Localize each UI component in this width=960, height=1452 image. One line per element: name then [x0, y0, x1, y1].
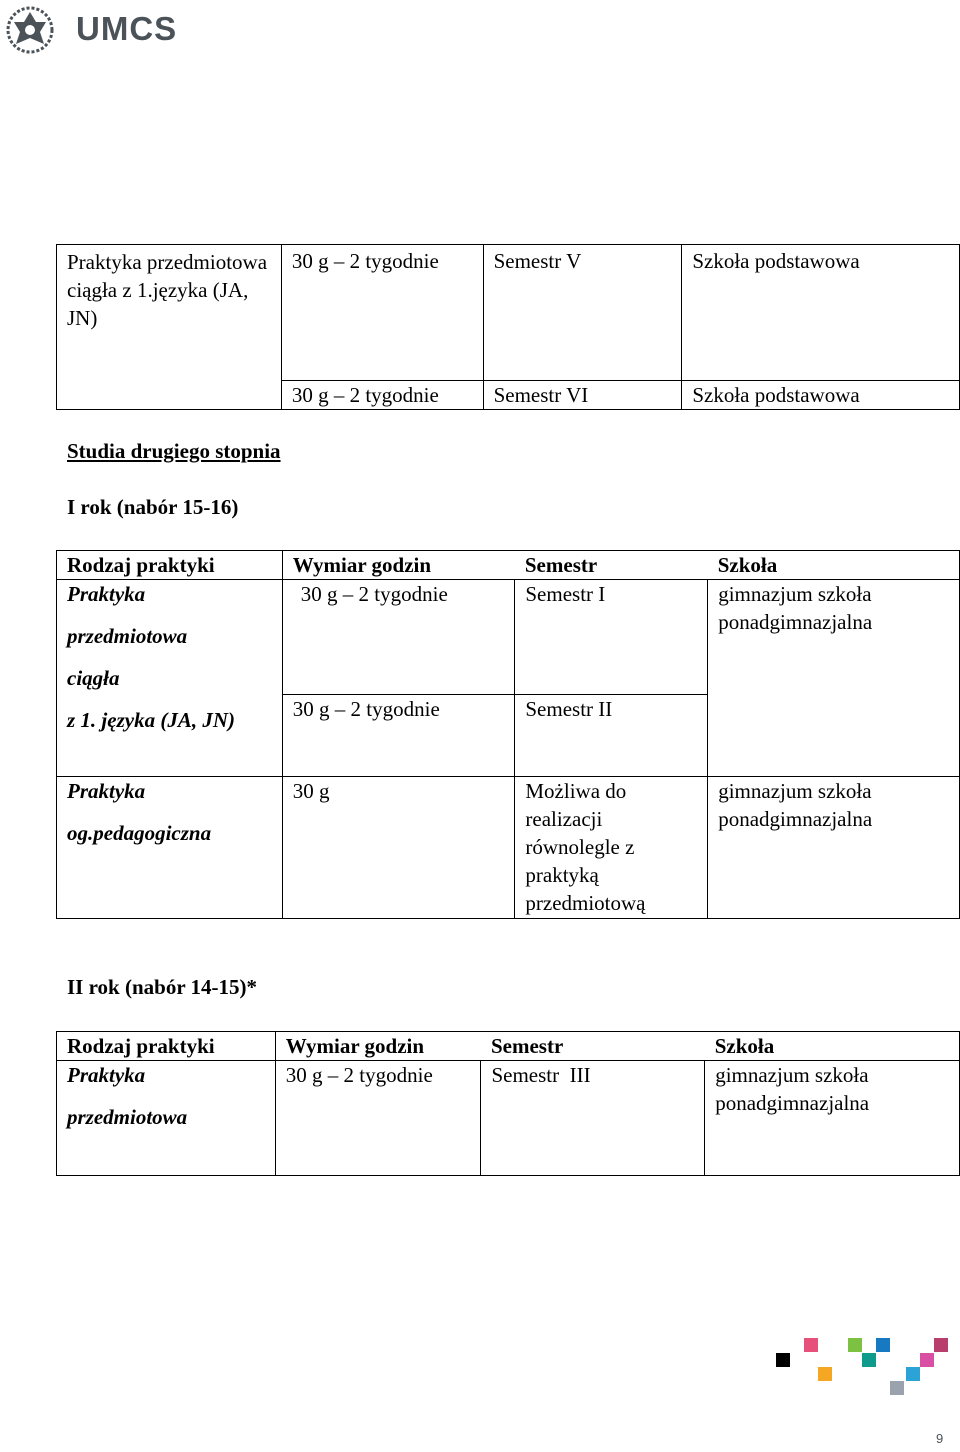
column-header: Wymiar godzin	[282, 551, 515, 580]
hours-text: 30 g – 2 tygodnie	[292, 697, 440, 721]
hours-text: 30 g – 2 tygodnie	[291, 249, 439, 273]
university-crest-icon	[0, 0, 70, 60]
semester-cell	[483, 381, 682, 410]
practice-table-year1	[56, 550, 960, 919]
square-7	[862, 1353, 876, 1367]
logo-text: UMCS	[76, 10, 178, 47]
column-header: Rodzaj praktyki	[57, 1032, 276, 1061]
school-cell	[682, 381, 960, 410]
semester-text: Semestr I	[525, 582, 606, 606]
column-header: Szkoła	[708, 551, 960, 580]
square-6	[818, 1367, 832, 1381]
practice-type-line: z 1. języka (JA, JN)	[67, 708, 235, 732]
school-text: Szkoła podstawowa	[692, 383, 860, 407]
semester-text: Semestr III	[491, 1063, 591, 1087]
school-cell	[682, 245, 960, 381]
column-header: Szkoła	[705, 1032, 960, 1061]
hours-text: 30 g – 2 tygodnie	[300, 582, 448, 606]
table-header-row	[57, 1032, 960, 1061]
column-header: Semestr	[481, 1032, 705, 1061]
table-row	[57, 580, 960, 695]
hours-cell	[282, 580, 515, 695]
school-text: gimnazjum szkoła ponadgimnazjalna	[718, 582, 873, 634]
hours-text: 30 g – 2 tygodnie	[291, 383, 439, 407]
practice-table-top	[56, 244, 960, 410]
practice-table-year2	[56, 1031, 960, 1176]
hours-cell	[281, 381, 483, 410]
practice-type-cell	[57, 1061, 276, 1176]
table-row	[57, 245, 960, 381]
column-header: Wymiar godzin	[275, 1032, 481, 1061]
semester-cell	[481, 1061, 705, 1176]
school-text: gimnazjum szkoła ponadgimnazjalna	[715, 1063, 870, 1115]
hours-cell	[281, 245, 483, 381]
school-text: Szkoła podstawowa	[692, 249, 860, 273]
umcs-logo	[0, 0, 178, 60]
semester-text: Semestr V	[493, 249, 582, 273]
square-8	[906, 1367, 920, 1381]
semester-cell	[515, 695, 708, 777]
semester-cell	[483, 245, 682, 381]
square-1	[804, 1338, 818, 1352]
table-row	[57, 777, 960, 919]
section-title: Studia drugiego stopnia	[67, 439, 281, 463]
practice-type-cell	[57, 245, 282, 410]
semester-text: Semestr VI	[493, 383, 589, 407]
column-header: Rodzaj praktyki	[57, 551, 283, 580]
decorative-squares	[770, 1335, 960, 1400]
school-cell	[705, 1061, 960, 1176]
practice-type-cell	[57, 580, 283, 777]
practice-type-line: ciągła	[67, 666, 120, 690]
school-text: gimnazjum szkoła ponadgimnazjalna	[718, 779, 873, 831]
hours-cell	[282, 695, 515, 777]
practice-type-cell	[57, 777, 283, 919]
semester-cell	[515, 777, 708, 919]
hours-cell	[282, 777, 515, 919]
hours-cell	[275, 1061, 481, 1176]
table-row	[57, 1061, 960, 1176]
column-header: Semestr	[515, 551, 708, 580]
practice-type-line: przedmiotowa	[67, 624, 188, 648]
practice-type-line: Praktyka	[67, 779, 146, 803]
semester-text: Możliwa do realizacji równolegle z praktyką przedmiotową	[525, 779, 646, 915]
square-3	[876, 1338, 890, 1352]
semester-text: Semestr II	[525, 697, 613, 721]
square-5	[776, 1353, 790, 1367]
square-9	[920, 1353, 934, 1367]
square-4	[934, 1338, 948, 1352]
year1-title: I rok (nabór 15-16)	[67, 495, 239, 519]
practice-type-text: Praktyka przedmiotowa ciągła z 1.języka (JA, JN)	[67, 250, 268, 330]
page-number: 9	[936, 1431, 944, 1446]
hours-text: 30 g – 2 tygodnie	[285, 1063, 433, 1087]
square-10	[890, 1381, 904, 1395]
practice-type-line: Praktyka	[67, 582, 146, 606]
practice-type-line: og.pedagogiczna	[67, 821, 212, 845]
square-2	[848, 1338, 862, 1352]
school-cell	[708, 777, 960, 919]
year2-title: II rok (nabór 14-15)*	[67, 975, 257, 999]
table-header-row	[57, 551, 960, 580]
hours-text: 30 g	[292, 779, 330, 803]
practice-type-line: przedmiotowa	[67, 1105, 188, 1129]
practice-type-line: Praktyka	[67, 1063, 146, 1087]
school-cell	[708, 580, 960, 777]
semester-cell	[515, 580, 708, 695]
